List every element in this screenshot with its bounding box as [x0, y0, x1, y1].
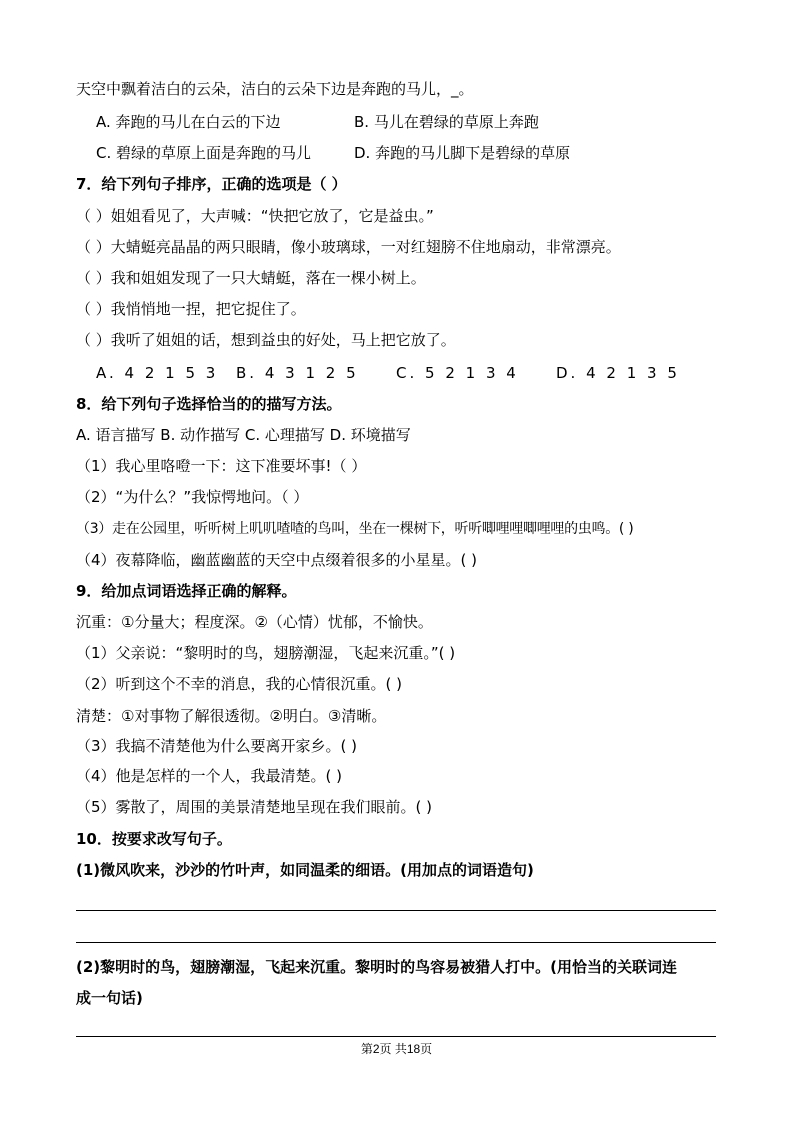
q6-option-d: D. 奔跑的马儿脚下是碧绿的草原: [354, 144, 571, 162]
answer-line-2[interactable]: [76, 942, 716, 943]
q8-sentence-2: （2）“为什么？”我惊愕地问。（ ）: [76, 488, 309, 506]
q8-title: 8．给下列句子选择恰当的的描写方法。: [76, 395, 342, 413]
q10-prompt-2-line-1: (2)黎明时的鸟，翅膀潮湿，飞起来沉重。黎明时的鸟容易被猎人打中。(用恰当的关联词连: [76, 958, 678, 976]
q7-sentence-3: （ ）我和姐姐发现了一只大蜻蜓，落在一棵小树上。: [76, 269, 426, 287]
page-number: 第2页 共18页: [360, 1042, 433, 1056]
q6-option-b: B. 马儿在碧绿的草原上奔跑: [354, 113, 539, 131]
q9-sentence-4: （4）他是怎样的一个人，我最清楚。( ): [76, 767, 343, 785]
footer-rule: [76, 1036, 716, 1037]
q6-option-a: A. 奔跑的马儿在白云的下边: [96, 113, 281, 131]
q7-option-c: C. 5 2 1 3 4: [396, 364, 519, 382]
q8-sentence-3: （3）走在公园里，听听树上叽叽喳喳的鸟叫，坐在一棵树下，听听唧哩哩唧哩哩的虫鸣。( ): [76, 521, 634, 537]
q9-definition-2: 清楚：①对事物了解很透彻。②明白。③清晰。: [76, 707, 387, 725]
q10-prompt-2-line-2: 成一句话): [76, 989, 143, 1007]
q9-sentence-5: （5）雾散了，周围的美景清楚地呈现在我们眼前。( ): [76, 798, 433, 816]
q9-sentence-3: （3）我搞不清楚他为什么要离开家乡。( ): [76, 737, 358, 755]
q7-option-a: A. 4 2 1 5 3: [96, 364, 219, 382]
q9-definition-1: 沉重：①分量大；程度深。②（心情）忧郁，不愉快。: [76, 613, 433, 631]
q10-prompt-1: (1)微风吹来，沙沙的竹叶声，如同温柔的细语。(用加点的词语造句): [76, 861, 534, 879]
q8-sentence-4: （4）夜幕降临，幽蓝幽蓝的天空中点缀着很多的小星星。( ): [76, 551, 478, 569]
q7-option-d: D. 4 2 1 3 5: [556, 364, 680, 382]
q7-sentence-4: （ ）我悄悄地一捏，把它捉住了。: [76, 300, 306, 318]
q10-title: 10．按要求改写句子。: [76, 830, 232, 848]
q7-sentence-5: （ ）我听了姐姐的话，想到益虫的好处，马上把它放了。: [76, 331, 456, 349]
q9-sentence-1: （1）父亲说：“黎明时的鸟，翅膀潮湿，飞起来沉重。”( ): [76, 644, 456, 662]
q8-methods: A. 语言描写 B. 动作描写 C. 心理描写 D. 环境描写: [76, 426, 411, 444]
q7-option-b: B. 4 3 1 2 5: [236, 364, 359, 382]
q8-sentence-1: （1）我心里咯噔一下：这下准要坏事!（ ）: [76, 457, 367, 475]
q7-sentence-2: （ ）大蜻蜓亮晶晶的两只眼睛，像小玻璃球，一对红翅膀不住地扇动，非常漂亮。: [76, 238, 621, 256]
q7-sentence-1: （ ）姐姐看见了，大声喊：“快把它放了，它是益虫。”: [76, 207, 434, 225]
q9-title: 9．给加点词语选择正确的解释。: [76, 582, 297, 600]
q6-option-c: C. 碧绿的草原上面是奔跑的马儿: [96, 144, 312, 162]
q9-sentence-2: （2）听到这个不幸的消息，我的心情很沉重。( ): [76, 675, 403, 693]
answer-line-1[interactable]: [76, 910, 716, 911]
q7-title: 7．给下列句子排序，正确的选项是（ ）: [76, 175, 347, 193]
q6-stem: 天空中飘着洁白的云朵，洁白的云朵下边是奔跑的马儿，_。: [76, 80, 474, 98]
